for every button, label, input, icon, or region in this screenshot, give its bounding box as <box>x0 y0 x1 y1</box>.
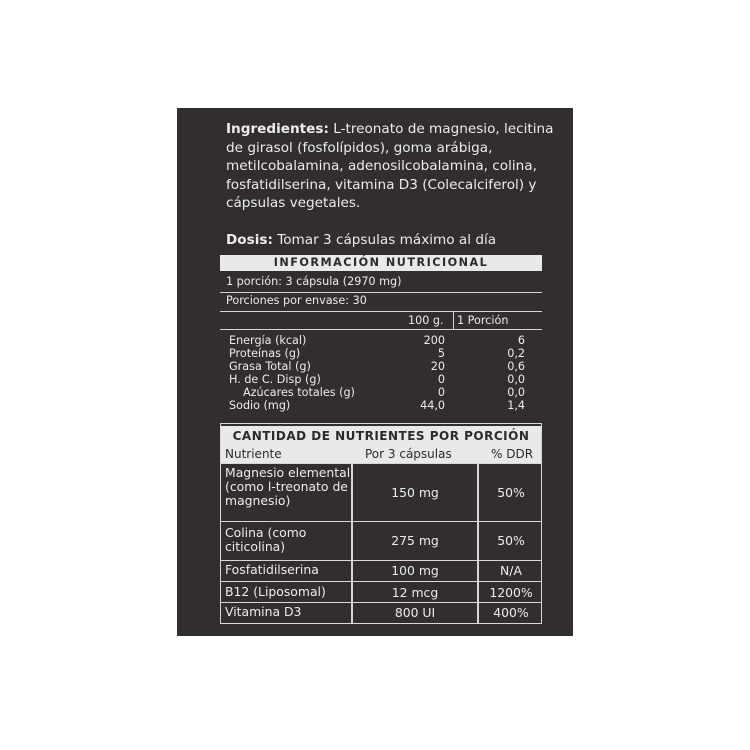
nutrition-label-panel <box>177 108 573 636</box>
table-row <box>177 386 573 399</box>
nutrient-name: Vitamina D3 <box>225 604 302 619</box>
nutrient-name: Magnesio elemental (como l-treonato de magnesio) <box>225 465 351 508</box>
nutrient-amount: 800 UI <box>394 605 436 620</box>
divider <box>220 311 542 312</box>
nutrient-amount: 100 mg <box>391 563 439 578</box>
divider <box>220 329 542 330</box>
table-row <box>221 463 541 521</box>
ingredients-label: Ingredientes: <box>226 121 329 137</box>
nutrient-name: Azúcares totales (g) <box>243 386 355 399</box>
value-per-100g: 0 <box>437 386 445 399</box>
nutrient-amount: 12 mcg <box>391 585 439 600</box>
table-row <box>177 373 573 386</box>
nutrient-ddr: N/A <box>500 563 522 578</box>
dose-value: Tomar 3 cápsulas máximo al día <box>272 232 497 248</box>
nutrient-ddr: 50% <box>497 485 525 500</box>
value-per-portion: 0,2 <box>507 347 525 360</box>
table-row <box>221 521 541 560</box>
nutrient-name: B12 (Liposomal) <box>225 584 326 599</box>
dose-text <box>226 231 496 249</box>
table-row <box>177 360 573 373</box>
value-per-portion: 0,6 <box>507 360 525 373</box>
value-per-portion: 1,4 <box>507 399 525 412</box>
value-per-100g: 200 <box>423 334 445 347</box>
ingredients-text <box>226 120 556 213</box>
column-header-100g: 100 g. <box>408 314 444 327</box>
nutrient-ddr: 400% <box>493 605 529 620</box>
nutrients-per-serving-table <box>220 423 542 624</box>
column-header-nutrient: Nutriente <box>225 447 282 461</box>
table-row <box>221 560 541 581</box>
table-row <box>221 581 541 602</box>
nutrient-amount: 275 mg <box>391 533 439 548</box>
column-divider <box>453 312 454 329</box>
ingredients-list: L-treonato de magnesio, lecitina de girasol (fosfolípidos), goma arábiga, metilcobalamina, adenosilcobalamina, colina, fosfatidilserina, vitamina D3 (Colecalciferol) y cápsulas vegetales. <box>226 121 554 211</box>
value-per-100g: 5 <box>437 347 445 360</box>
value-per-100g: 0 <box>437 373 445 386</box>
nutrients-table-header <box>221 446 541 463</box>
table-row <box>177 347 573 360</box>
nutrient-name: Fosfatidilserina <box>225 562 319 577</box>
nutrition-info-title: INFORMACIÓN NUTRICIONAL <box>220 255 542 271</box>
table-row <box>221 602 541 623</box>
nutrient-name: Proteínas (g) <box>229 347 301 360</box>
servings-per-container: Porciones por envase: 30 <box>226 294 367 307</box>
value-per-100g: 20 <box>430 360 445 373</box>
column-header-amount: Por 3 cápsulas <box>365 447 452 461</box>
dose-label: Dosis: <box>226 232 273 248</box>
nutrient-name: Colina (como citicolina) <box>225 525 307 554</box>
value-per-portion: 0,0 <box>507 386 525 399</box>
nutrient-amount: 150 mg <box>391 485 439 500</box>
divider <box>220 292 542 293</box>
nutrients-table-title: CANTIDAD DE NUTRIENTES POR PORCIÓN <box>221 426 541 446</box>
table-row <box>177 399 573 412</box>
value-per-portion: 6 <box>517 334 525 347</box>
nutrient-name: Energía (kcal) <box>229 334 307 347</box>
nutrient-ddr: 50% <box>497 533 525 548</box>
value-per-100g: 44,0 <box>420 399 445 412</box>
table-row <box>177 334 573 347</box>
value-per-portion: 0,0 <box>507 373 525 386</box>
column-header-ddr: % DDR <box>491 447 534 461</box>
nutrient-name: Grasa Total (g) <box>229 360 311 373</box>
nutrient-ddr: 1200% <box>489 585 533 600</box>
nutrient-name: H. de C. Disp (g) <box>229 373 321 386</box>
serving-size: 1 porción: 3 cápsula (2970 mg) <box>226 275 402 288</box>
nutrient-name: Sodio (mg) <box>229 399 291 412</box>
column-header-portion: 1 Porción <box>457 314 509 327</box>
